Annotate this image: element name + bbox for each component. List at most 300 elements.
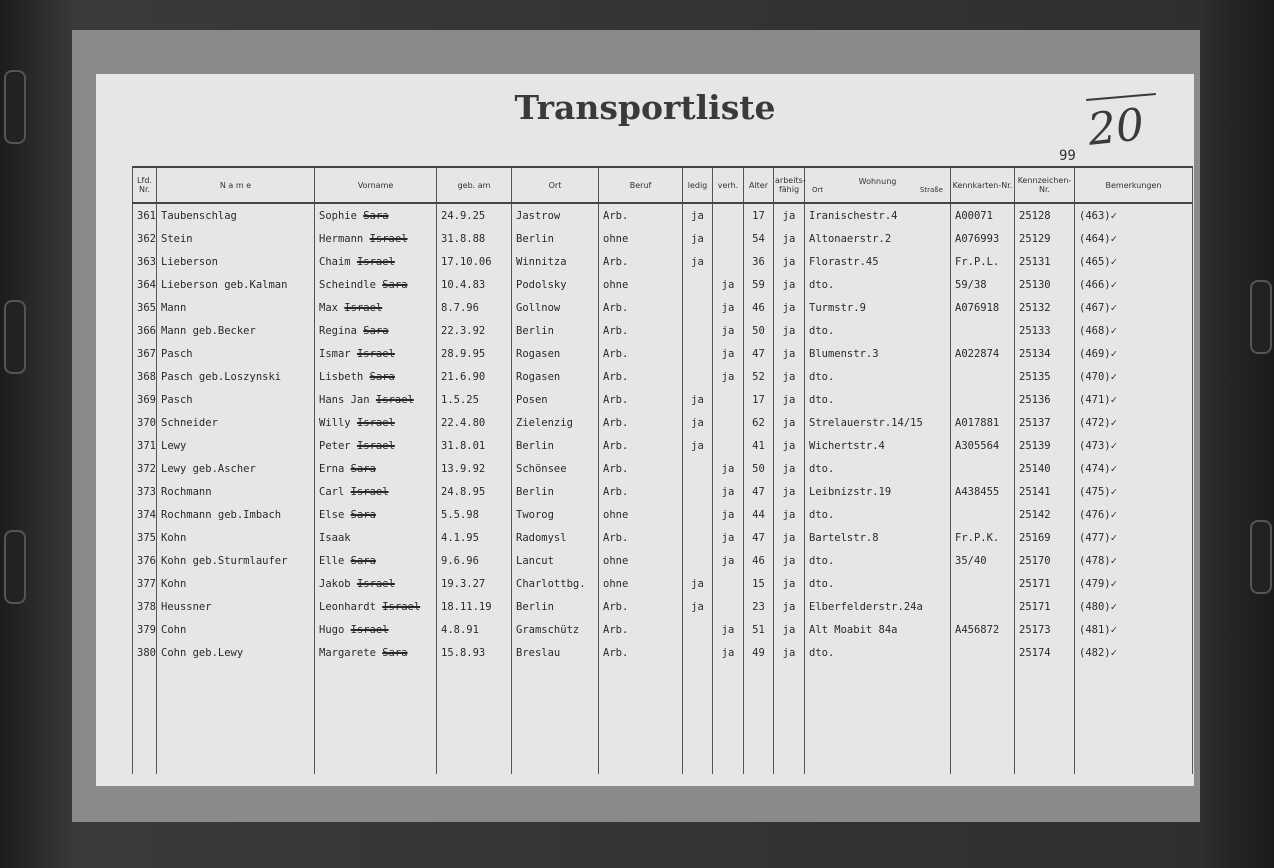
row-zusatzname: Israel [356, 347, 395, 360]
row-verh [713, 411, 744, 434]
row-nr: 371 [133, 434, 157, 457]
row-geb: 5.5.98 [437, 503, 512, 526]
row-geb: 1.5.25 [437, 388, 512, 411]
row-verh [713, 388, 744, 411]
row-name: Cohn [157, 618, 315, 641]
row-ledig [683, 503, 713, 526]
row-kennkarte: A305564 [951, 434, 1015, 457]
row-geb: 4.8.91 [437, 618, 512, 641]
row-arbeitsfaehig: ja [774, 572, 805, 595]
row-vorname-text: Scheindle [319, 278, 376, 291]
row-arbeitsfaehig: ja [774, 319, 805, 342]
row-vorname [315, 457, 437, 480]
row-vorname-text: Erna [319, 462, 345, 475]
row-beruf: Arb. [599, 319, 683, 342]
row-zusatzname: Israel [369, 232, 408, 245]
row-ledig: ja [683, 434, 713, 457]
row-kennkarte: A456872 [951, 618, 1015, 641]
row-kennzeichen: 25141 [1015, 480, 1075, 503]
row-alter: 59 [744, 273, 774, 296]
header-ort: Ort [512, 167, 599, 203]
row-kennkarte: A076918 [951, 296, 1015, 319]
row-wohnung: dto. [805, 549, 951, 572]
row-verh [713, 250, 744, 273]
row-zusatzname: Israel [375, 393, 414, 406]
row-kennzeichen: 25128 [1015, 203, 1075, 227]
row-alter: 41 [744, 434, 774, 457]
row-beruf: Arb. [599, 457, 683, 480]
row-ledig [683, 342, 713, 365]
row-beruf: Arb. [599, 434, 683, 457]
row-zusatzname: Israel [350, 485, 389, 498]
row-vorname-text: Peter [319, 439, 351, 452]
table-row [133, 595, 1193, 618]
row-nr: 367 [133, 342, 157, 365]
row-verh: ja [713, 296, 744, 319]
empty-cell [1015, 664, 1075, 774]
row-beruf: Arb. [599, 203, 683, 227]
row-alter: 44 [744, 503, 774, 526]
header-name: N a m e [157, 167, 315, 203]
table-header [133, 167, 1193, 203]
row-bemerkung: (481)✓ [1075, 618, 1193, 641]
table-row [133, 526, 1193, 549]
row-nr: 377 [133, 572, 157, 595]
row-bemerkung: (463)✓ [1075, 203, 1193, 227]
row-nr: 380 [133, 641, 157, 664]
header-kennzeichen: Kennzeichen-Nr. [1015, 167, 1075, 203]
document-title: Transportliste [514, 88, 776, 127]
row-arbeitsfaehig: ja [774, 411, 805, 434]
row-name: Stein [157, 227, 315, 250]
row-geb: 10.4.83 [437, 273, 512, 296]
row-kennzeichen: 25131 [1015, 250, 1075, 273]
row-vorname-text: Regina [319, 324, 357, 337]
row-ort: Zielenzig [512, 411, 599, 434]
row-kennkarte: A00071 [951, 203, 1015, 227]
row-vorname [315, 203, 437, 227]
row-wohnung: Wichertstr.4 [805, 434, 951, 457]
row-kennzeichen: 25133 [1015, 319, 1075, 342]
row-kennzeichen: 25134 [1015, 342, 1075, 365]
row-zusatzname: Sara [363, 324, 389, 337]
row-verh: ja [713, 618, 744, 641]
row-ort: Berlin [512, 595, 599, 618]
row-vorname [315, 480, 437, 503]
table-row [133, 250, 1193, 273]
row-wohnung: Blumenstr.3 [805, 342, 951, 365]
row-wohnung: Altonaerstr.2 [805, 227, 951, 250]
row-vorname-text: Else [319, 508, 345, 521]
row-wohnung: Alt Moabit 84a [805, 618, 951, 641]
row-bemerkung: (472)✓ [1075, 411, 1193, 434]
empty-cell [599, 664, 683, 774]
row-wohnung: dto. [805, 641, 951, 664]
row-ledig: ja [683, 411, 713, 434]
row-nr: 361 [133, 203, 157, 227]
row-verh: ja [713, 503, 744, 526]
row-verh: ja [713, 480, 744, 503]
row-name: Lewy [157, 434, 315, 457]
row-vorname [315, 411, 437, 434]
row-kennzeichen: 25130 [1015, 273, 1075, 296]
row-arbeitsfaehig: ja [774, 503, 805, 526]
row-verh [713, 572, 744, 595]
row-wohnung: dto. [805, 457, 951, 480]
row-nr: 364 [133, 273, 157, 296]
row-alter: 23 [744, 595, 774, 618]
row-kennzeichen: 25129 [1015, 227, 1075, 250]
row-verh: ja [713, 457, 744, 480]
film-sprocket [4, 300, 26, 374]
empty-cell [437, 664, 512, 774]
row-ort: Berlin [512, 319, 599, 342]
table-row [133, 641, 1193, 664]
row-vorname [315, 641, 437, 664]
row-name: Heussner [157, 595, 315, 618]
empty-cell [774, 664, 805, 774]
row-arbeitsfaehig: ja [774, 342, 805, 365]
row-vorname [315, 250, 437, 273]
row-ledig [683, 457, 713, 480]
row-alter: 47 [744, 526, 774, 549]
row-ort: Rogasen [512, 365, 599, 388]
row-vorname-text: Jakob [319, 577, 351, 590]
row-geb: 15.8.93 [437, 641, 512, 664]
empty-cell [315, 664, 437, 774]
table-row [133, 296, 1193, 319]
row-vorname-text: Hugo [319, 623, 345, 636]
row-arbeitsfaehig: ja [774, 480, 805, 503]
row-name: Mann [157, 296, 315, 319]
row-name: Schneider [157, 411, 315, 434]
row-zusatzname: Sara [382, 646, 408, 659]
table-row [133, 342, 1193, 365]
row-alter: 50 [744, 319, 774, 342]
row-zusatzname: Sara [369, 370, 395, 383]
row-name: Rochmann [157, 480, 315, 503]
page-number: 99 [1059, 148, 1076, 164]
row-ledig [683, 549, 713, 572]
row-bemerkung: (467)✓ [1075, 296, 1193, 319]
header-wohnung [805, 167, 951, 203]
row-kennkarte [951, 319, 1015, 342]
row-zusatzname: Sara [382, 278, 408, 291]
row-nr: 373 [133, 480, 157, 503]
row-kennkarte [951, 572, 1015, 595]
row-ort: Breslau [512, 641, 599, 664]
row-ledig: ja [683, 572, 713, 595]
header-geb: geb. am [437, 167, 512, 203]
row-beruf: ohne [599, 227, 683, 250]
film-sprocket [4, 70, 26, 144]
row-bemerkung: (479)✓ [1075, 572, 1193, 595]
row-vorname [315, 618, 437, 641]
row-beruf: ohne [599, 503, 683, 526]
row-beruf: ohne [599, 273, 683, 296]
row-kennzeichen: 25171 [1015, 572, 1075, 595]
table-row [133, 434, 1193, 457]
row-ort: Schönsee [512, 457, 599, 480]
row-alter: 62 [744, 411, 774, 434]
empty-cell [683, 664, 713, 774]
row-wohnung: dto. [805, 319, 951, 342]
row-ledig [683, 319, 713, 342]
header-nr: Lfd. Nr. [133, 167, 157, 203]
row-beruf: Arb. [599, 595, 683, 618]
row-vorname-text: Lisbeth [319, 370, 364, 383]
row-beruf: Arb. [599, 296, 683, 319]
header-kennkarten: Kennkarten-Nr. [951, 167, 1015, 203]
handwritten-number: 20 [1085, 99, 1147, 156]
row-ort: Lancut [512, 549, 599, 572]
row-ort: Berlin [512, 434, 599, 457]
row-verh [713, 434, 744, 457]
table-row [133, 227, 1193, 250]
row-nr: 369 [133, 388, 157, 411]
row-bemerkung: (477)✓ [1075, 526, 1193, 549]
row-kennkarte [951, 595, 1015, 618]
row-verh [713, 595, 744, 618]
row-beruf: ohne [599, 572, 683, 595]
row-zusatzname: Israel [382, 600, 421, 613]
row-verh [713, 227, 744, 250]
empty-cell [805, 664, 951, 774]
row-vorname [315, 388, 437, 411]
row-nr: 368 [133, 365, 157, 388]
table-row [133, 388, 1193, 411]
film-sprocket [1250, 520, 1272, 594]
header-beruf: Beruf [599, 167, 683, 203]
row-ort: Berlin [512, 480, 599, 503]
row-arbeitsfaehig: ja [774, 526, 805, 549]
row-zusatzname: Israel [350, 623, 389, 636]
row-alter: 50 [744, 457, 774, 480]
row-bemerkung: (468)✓ [1075, 319, 1193, 342]
row-ort: Jastrow [512, 203, 599, 227]
row-kennkarte: A076993 [951, 227, 1015, 250]
empty-cell [157, 664, 315, 774]
row-nr: 379 [133, 618, 157, 641]
table-row [133, 480, 1193, 503]
row-vorname [315, 365, 437, 388]
row-verh: ja [713, 641, 744, 664]
row-beruf: Arb. [599, 480, 683, 503]
row-geb: 13.9.92 [437, 457, 512, 480]
row-ledig [683, 618, 713, 641]
row-beruf: Arb. [599, 618, 683, 641]
row-vorname [315, 503, 437, 526]
row-beruf: Arb. [599, 365, 683, 388]
row-geb: 31.8.88 [437, 227, 512, 250]
row-bemerkung: (471)✓ [1075, 388, 1193, 411]
header-bemerkungen: Bemerkungen [1075, 167, 1193, 203]
row-bemerkung: (473)✓ [1075, 434, 1193, 457]
table-row [133, 203, 1193, 227]
table-row [133, 273, 1193, 296]
row-ort: Charlottbg. [512, 572, 599, 595]
row-ledig: ja [683, 227, 713, 250]
table-row [133, 411, 1193, 434]
row-vorname-text: Chaim [319, 255, 351, 268]
row-arbeitsfaehig: ja [774, 388, 805, 411]
row-geb: 18.11.19 [437, 595, 512, 618]
row-vorname-text: Leonhardt [319, 600, 376, 613]
table-row [133, 319, 1193, 342]
row-arbeitsfaehig: ja [774, 227, 805, 250]
row-vorname [315, 526, 437, 549]
row-name: Pasch [157, 388, 315, 411]
row-ort: Radomysl [512, 526, 599, 549]
row-kennzeichen: 25173 [1015, 618, 1075, 641]
row-wohnung: dto. [805, 572, 951, 595]
row-vorname-text: Willy [319, 416, 351, 429]
row-bemerkung: (480)✓ [1075, 595, 1193, 618]
row-bemerkung: (470)✓ [1075, 365, 1193, 388]
row-ledig: ja [683, 250, 713, 273]
row-ort: Gollnow [512, 296, 599, 319]
row-wohnung: Iranischestr.4 [805, 203, 951, 227]
row-arbeitsfaehig: ja [774, 273, 805, 296]
row-ort: Tworog [512, 503, 599, 526]
row-kennkarte [951, 641, 1015, 664]
row-ledig: ja [683, 388, 713, 411]
row-alter: 51 [744, 618, 774, 641]
row-kennzeichen: 25170 [1015, 549, 1075, 572]
row-geb: 4.1.95 [437, 526, 512, 549]
row-beruf: ohne [599, 549, 683, 572]
row-kennkarte [951, 365, 1015, 388]
row-kennzeichen: 25137 [1015, 411, 1075, 434]
row-verh: ja [713, 526, 744, 549]
row-kennzeichen: 25140 [1015, 457, 1075, 480]
row-bemerkung: (474)✓ [1075, 457, 1193, 480]
row-vorname [315, 549, 437, 572]
row-vorname-text: Sophie [319, 209, 357, 222]
row-ort: Rogasen [512, 342, 599, 365]
row-arbeitsfaehig: ja [774, 296, 805, 319]
row-bemerkung: (478)✓ [1075, 549, 1193, 572]
row-verh [713, 203, 744, 227]
row-beruf: Arb. [599, 411, 683, 434]
row-kennkarte: Fr.P.K. [951, 526, 1015, 549]
row-wohnung: dto. [805, 365, 951, 388]
row-kennkarte [951, 503, 1015, 526]
empty-cell [951, 664, 1015, 774]
film-sprocket [4, 530, 26, 604]
row-nr: 365 [133, 296, 157, 319]
table-row [133, 549, 1193, 572]
empty-cell [713, 664, 744, 774]
row-alter: 15 [744, 572, 774, 595]
row-zusatzname: Israel [344, 301, 383, 314]
row-name: Taubenschlag [157, 203, 315, 227]
row-zusatzname: Israel [356, 416, 395, 429]
row-ledig [683, 526, 713, 549]
row-ledig: ja [683, 595, 713, 618]
row-name: Pasch [157, 342, 315, 365]
row-beruf: Arb. [599, 250, 683, 273]
row-ledig [683, 641, 713, 664]
row-nr: 370 [133, 411, 157, 434]
row-nr: 374 [133, 503, 157, 526]
header-wohnung-label: Wohnung [858, 176, 897, 186]
row-alter: 17 [744, 388, 774, 411]
row-arbeitsfaehig: ja [774, 365, 805, 388]
row-kennkarte: A022874 [951, 342, 1015, 365]
table-empty-space [133, 664, 1193, 774]
row-wohnung: dto. [805, 503, 951, 526]
row-wohnung: Florastr.45 [805, 250, 951, 273]
row-vorname [315, 273, 437, 296]
row-beruf: Arb. [599, 342, 683, 365]
row-vorname-text: Max [319, 301, 338, 314]
row-kennzeichen: 25174 [1015, 641, 1075, 664]
row-kennzeichen: 25132 [1015, 296, 1075, 319]
row-ort: Gramschütz [512, 618, 599, 641]
row-zusatzname: Israel [356, 255, 395, 268]
row-kennkarte: A017881 [951, 411, 1015, 434]
row-arbeitsfaehig: ja [774, 641, 805, 664]
row-name: Kohn [157, 526, 315, 549]
row-nr: 372 [133, 457, 157, 480]
row-vorname [315, 595, 437, 618]
header-ledig: ledig [683, 167, 713, 203]
row-bemerkung: (464)✓ [1075, 227, 1193, 250]
row-nr: 362 [133, 227, 157, 250]
film-sprocket [1250, 280, 1272, 354]
row-bemerkung: (475)✓ [1075, 480, 1193, 503]
row-vorname [315, 296, 437, 319]
row-bemerkung: (466)✓ [1075, 273, 1193, 296]
row-kennzeichen: 25169 [1015, 526, 1075, 549]
table-row [133, 503, 1193, 526]
row-vorname [315, 342, 437, 365]
row-geb: 17.10.06 [437, 250, 512, 273]
row-geb: 22.4.80 [437, 411, 512, 434]
row-vorname [315, 319, 437, 342]
row-kennkarte [951, 457, 1015, 480]
row-name: Cohn geb.Lewy [157, 641, 315, 664]
row-ledig: ja [683, 203, 713, 227]
row-name: Lieberson [157, 250, 315, 273]
row-geb: 22.3.92 [437, 319, 512, 342]
row-name: Mann geb.Becker [157, 319, 315, 342]
row-alter: 36 [744, 250, 774, 273]
header-alter: Alter [744, 167, 774, 203]
row-kennkarte: Fr.P.L. [951, 250, 1015, 273]
row-zusatzname: Israel [356, 439, 395, 452]
row-vorname-text: Elle [319, 554, 345, 567]
empty-cell [133, 664, 157, 774]
row-wohnung: dto. [805, 388, 951, 411]
row-wohnung: Elberfelderstr.24a [805, 595, 951, 618]
row-bemerkung: (465)✓ [1075, 250, 1193, 273]
row-verh: ja [713, 365, 744, 388]
row-geb: 28.9.95 [437, 342, 512, 365]
row-vorname [315, 434, 437, 457]
table-row [133, 572, 1193, 595]
row-arbeitsfaehig: ja [774, 595, 805, 618]
empty-cell [744, 664, 774, 774]
row-ledig [683, 273, 713, 296]
row-wohnung: Leibnizstr.19 [805, 480, 951, 503]
table-row [133, 365, 1193, 388]
row-vorname-text: Hermann [319, 232, 364, 245]
row-alter: 17 [744, 203, 774, 227]
header-wohnung-strasse: Straße [919, 185, 943, 194]
row-ledig [683, 480, 713, 503]
